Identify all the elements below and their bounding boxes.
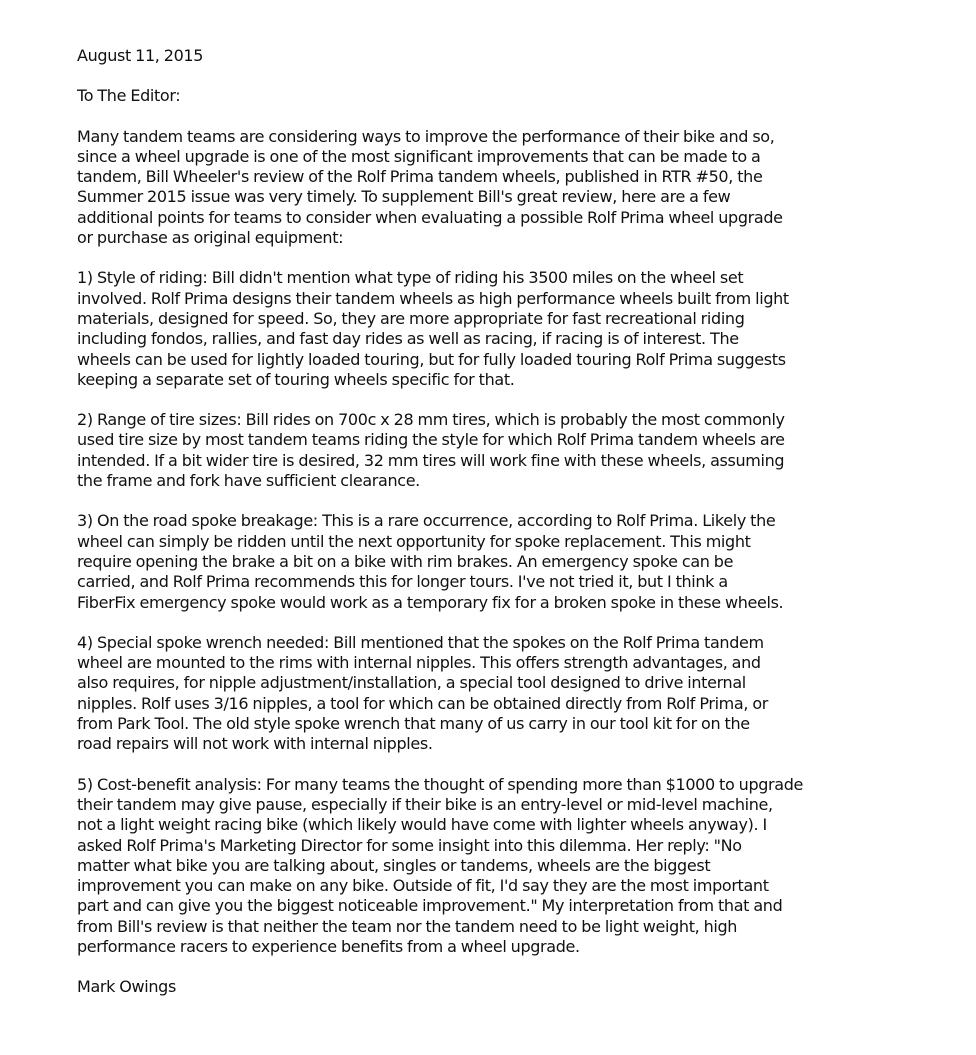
paragraph-spoke-breakage: 3) On the road spoke breakage: This is a rare occurrence, according to Rolf Prima. Likely the wheel can simply be ridden until the next opportunity for spoke replacement. This might require opening the brake a bit on a bike with rim brakes. An emergency spoke can be carried, and Rolf Prima recommends this for longer tours. I've not tried it, but I think a FiberFix emergency spoke would work as a temporary fix for a broken spoke in these wheels. bbox=[77, 511, 784, 612]
paragraph-cost-benefit: 5) Cost-benefit analysis: For many teams the thought of spending more than $1000 to upgrade their tandem may give pause, especially if their bike is an entry-level or mid-level machine, not a light weight racing bike (which likely would have come with lighter wheels anyway). I asked Rolf Prima's Marketing Director for some insight into this dilemma. Her reply: "No matter what bike you are talking about, singles or tandems, wheels are the biggest improvement you can make on any bike. Outside of fit, I'd say they are the most important part and can give you the biggest noticeable improvement." My interpretation from that and from Bill's review is that neither the team nor the tandem need to be light weight, high performance racers to experience benefits from a wheel upgrade. bbox=[77, 774, 804, 956]
letter-date: August 11, 2015 bbox=[77, 46, 204, 65]
letter-body bbox=[77, 46, 907, 998]
paragraph-tire-sizes: 2) Range of tire sizes: Bill rides on 700c x 28 mm tires, which is probably the most commonly used tire size by most tandem teams riding the style for which Rolf Prima tandem wheels are intended. If a bit wider tire is desired, 32 mm tires will work fine with these wheels, assuming the frame and fork have sufficient clearance. bbox=[77, 410, 785, 491]
paragraph-intro: Many tandem teams are considering ways to improve the performance of their bike and so, since a wheel upgrade is one of the most significant improvements that can be made to a tandem, Bill Wheeler's review of the Rolf Prima tandem wheels, published in RTR #50, the Summer 2015 issue was very timely. To supplement Bill's great review, here are a few additional points for teams to consider when evaluating a possible Rolf Prima wheel upgrade or purchase as original equipment: bbox=[77, 126, 783, 248]
signature: Mark Owings bbox=[77, 977, 176, 997]
paragraph-spoke-wrench: 4) Special spoke wrench needed: Bill mentioned that the spokes on the Rolf Prima tandem wheel are mounted to the rims with internal nipples. This offers strength advantages, and also requires, for nipple adjustment/installation, a special tool designed to drive internal nipples. Rolf uses 3/16 nipples, a tool for which can be obtained directly from Rolf Prima, or from Park Tool. The old style spoke wrench that many of us carry in our tool kit for on the road repairs will not work with internal nipples. bbox=[77, 632, 768, 754]
salutation: To The Editor: bbox=[77, 86, 181, 106]
paragraph-style-of-riding: 1) Style of riding: Bill didn't mention what type of riding his 3500 miles on the wheel set involved. Rolf Prima designs their tandem wheels as high performance wheels built from light materials, designed for speed. So, they are more appropriate for fast recreational riding including fondos, rallies, and fast day rides as well as racing, if racing is of interest. The wheels can be used for lightly loaded touring, but for fully loaded touring Rolf Prima suggests keeping a separate set of touring wheels specific for that. bbox=[77, 268, 789, 389]
